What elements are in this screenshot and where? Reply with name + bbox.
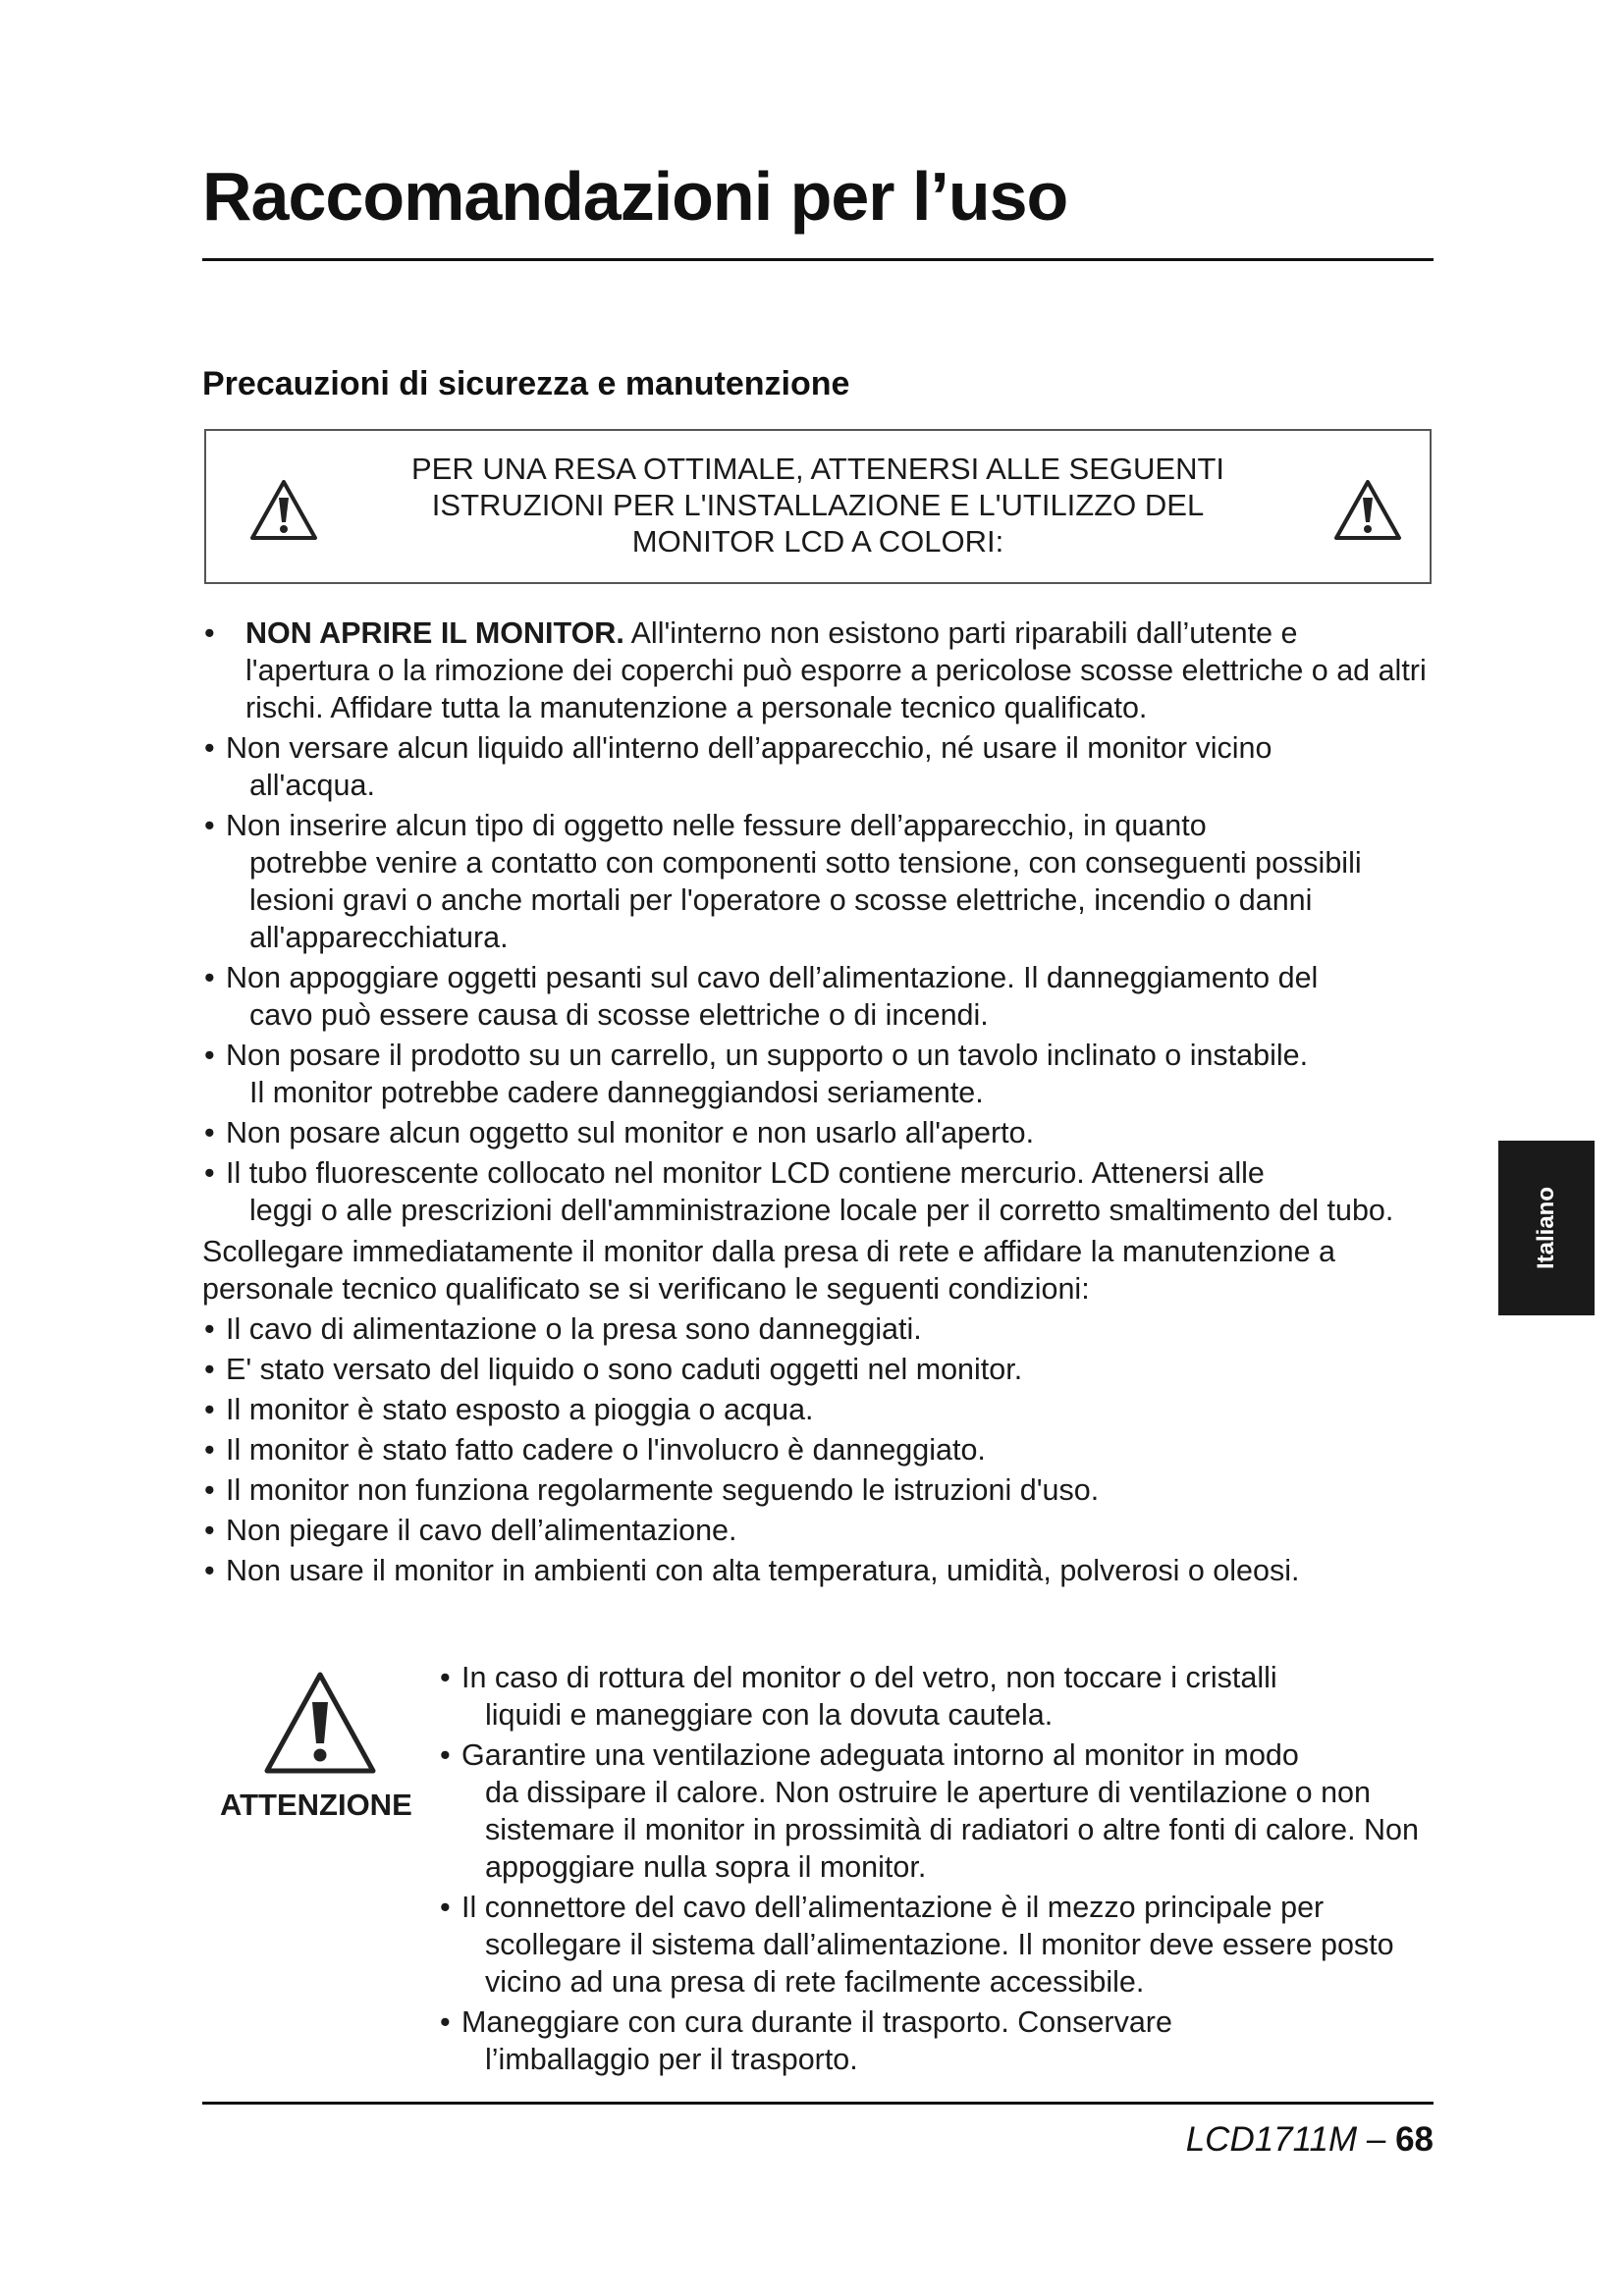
page-title: Raccomandazioni per l’uso: [202, 158, 1068, 235]
list-item: • Il monitor non funziona regolarmente seguendo le istruzioni d'uso.: [202, 1471, 1434, 1509]
item-bold: NON APRIRE IL MONITOR.: [245, 616, 624, 650]
warning-line: MONITOR LCD A COLORI:: [631, 524, 1004, 559]
list-item: • NON APRIRE IL MONITOR. All'interno non esistono parti riparabili dall’utente e l'apertura o la rimozione dei coperchi può esporre a pericolose scosse elettriche o ad altri rischi. Affidare tutta la manutenzione a personale tecnico qualificato.: [202, 614, 1434, 726]
list-item: • Maneggiare con cura durante il trasporto. Conservare l’imballaggio per il trasporto.: [438, 2003, 1434, 2078]
disconnect-intro: Scollegare immediatamente il monitor dalla presa di rete e affidare la manutenzione a personale tecnico qualificato se si verificano le seguenti condizioni:: [202, 1235, 1335, 1306]
list-item: • Il monitor è stato fatto cadere o l'involucro è danneggiato.: [202, 1431, 1434, 1468]
list-item: • Il monitor è stato esposto a pioggia o acqua.: [202, 1391, 1434, 1428]
warning-text: [353, 451, 1282, 560]
list-item: • Non appoggiare oggetti pesanti sul cavo dell’alimentazione. Il danneggiamento del cavo può essere causa di scosse elettriche o di incendi.: [202, 959, 1434, 1034]
warning-line: ISTRUZIONI PER L'INSTALLAZIONE E L'UTILIZZO DEL: [431, 488, 1205, 522]
warning-triangle-icon: [249, 478, 318, 546]
list-item: • E' stato versato del liquido o sono caduti oggetti nel monitor.: [202, 1351, 1434, 1388]
section-title: Precauzioni di sicurezza e manutenzione: [202, 365, 850, 402]
list-item: • Non versare alcun liquido all'interno dell’apparecchio, né usare il monitor vicino all'acqua.: [202, 729, 1434, 804]
list-item: • Garantire una ventilazione adeguata intorno al monitor in modo da dissipare il calore. Non ostruire le aperture di ventilazione o non sistemare il monitor in prossimità di radiatori o altre fonti di calore. Non appoggiare nulla sopra il monitor.: [438, 1736, 1434, 1886]
list-item: • Non usare il monitor in ambienti con alta temperatura, umidità, polverosi o oleosi.: [202, 1552, 1434, 1589]
list-item: • Il cavo di alimentazione o la presa sono danneggiati.: [202, 1310, 1434, 1348]
attention-label: ATTENZIONE: [220, 1788, 412, 1822]
warning-triangle-icon: [1333, 478, 1402, 546]
page-footer: [1186, 2120, 1434, 2160]
footer-separator: –: [1357, 2120, 1396, 2159]
language-tab-label: Italiano: [1533, 1186, 1559, 1270]
title-divider: [202, 258, 1434, 261]
list-item: • In caso di rottura del monitor o del vetro, non toccare i cristalli liquidi e maneggiare con la dovuta cautela.: [438, 1659, 1434, 1734]
conditions-list: [202, 1310, 1434, 1589]
precautions-list: [202, 614, 1434, 1229]
warning-triangle-icon: [261, 1669, 379, 1786]
footer-divider: [202, 2102, 1434, 2105]
list-item: • Non posare alcun oggetto sul monitor e non usarlo all'aperto.: [202, 1114, 1434, 1151]
warning-line: PER UNA RESA OTTIMALE, ATTENERSI ALLE SEGUENTI: [410, 452, 1225, 486]
list-item: • Il tubo fluorescente collocato nel monitor LCD contiene mercurio. Attenersi alle leggi o alle prescrizioni dell'amministrazione locale per il corretto smaltimento del tubo.: [202, 1154, 1434, 1229]
warning-box: [204, 429, 1432, 584]
attention-section: [202, 1659, 1434, 2081]
footer-model: LCD1711M: [1185, 2120, 1358, 2159]
list-item: • Non piegare il cavo dell’alimentazione.: [202, 1512, 1434, 1549]
language-tab: [1498, 1141, 1595, 1315]
list-item: • Non posare il prodotto su un carrello, un supporto o un tavolo inclinato o instabile. Il monitor potrebbe cadere danneggiandosi seriamente.: [202, 1037, 1434, 1111]
page-number: 68: [1395, 2120, 1434, 2159]
main-content: [202, 614, 1434, 1592]
attention-list: [438, 1659, 1434, 2081]
list-item: • Non inserire alcun tipo di oggetto nelle fessure dell’apparecchio, in quanto potrebbe venire a contatto con componenti sotto tensione, con conseguenti possibili lesioni gravi o anche mortali per l'operatore o scosse elettriche, incendio o danni all'apparecchiatura.: [202, 807, 1434, 956]
list-item: • Il connettore del cavo dell’alimentazione è il mezzo principale per scollegare il sistema dall’alimentazione. Il monitor deve essere posto vicino ad una presa di rete facilmente accessibile.: [438, 1889, 1434, 2001]
